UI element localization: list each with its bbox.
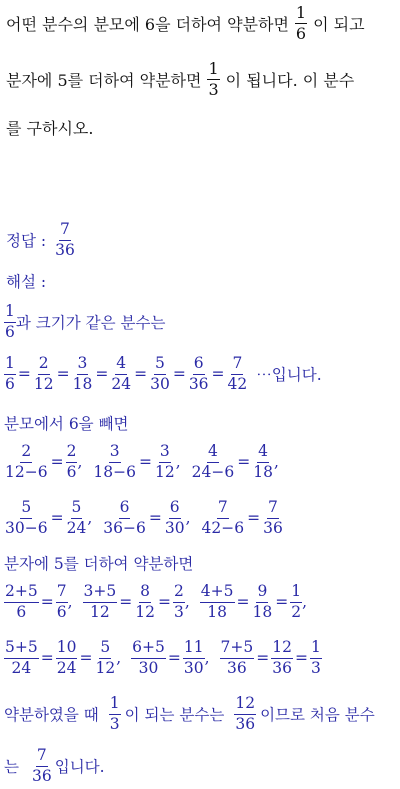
- equation-group: [200, 584, 307, 620]
- equals-sign: =: [247, 509, 261, 527]
- denominator: 36: [263, 518, 283, 537]
- fraction: [4, 640, 39, 676]
- equation-group: [102, 500, 190, 536]
- comma: ,: [302, 593, 308, 611]
- numerator: 5+5: [4, 640, 39, 659]
- fraction: $\frac{7}{36}$: [31, 746, 52, 785]
- denominator: 6: [5, 374, 15, 393]
- fraction: [252, 584, 274, 620]
- fraction: [149, 356, 171, 392]
- fraction: [56, 584, 68, 620]
- addition-row-1: [4, 580, 307, 624]
- numerator: 2: [173, 584, 185, 603]
- fraction: $\frac{1}{6}$: [295, 2, 307, 43]
- denominator: 12−6: [5, 462, 48, 481]
- numerator: 9: [256, 584, 268, 603]
- fraction: [102, 500, 147, 536]
- numerator: 12: [271, 640, 293, 659]
- question-line-2: [6, 56, 354, 102]
- denominator: 36−6: [103, 518, 146, 537]
- denominator: 30: [164, 518, 185, 537]
- comma: ,: [77, 453, 83, 471]
- equals-sign: =: [40, 593, 54, 611]
- equivalent-fraction-chain: [4, 352, 322, 396]
- conclusion-line-2: [4, 744, 105, 788]
- explanation-label: 해설 :: [6, 273, 47, 291]
- explanation-text: 과 크기가 같은 분수는: [15, 314, 166, 332]
- fraction: [92, 444, 137, 480]
- denominator: 24: [111, 374, 132, 393]
- fraction: [252, 444, 274, 480]
- denominator: 12: [95, 658, 116, 677]
- step-1-text: 분모에서 6을 빼면: [4, 415, 129, 433]
- equation-group: [4, 640, 121, 676]
- numerator: 7: [56, 584, 68, 603]
- question-line-1: [6, 0, 365, 46]
- equation-group: [220, 640, 322, 676]
- denominator: 3: [310, 658, 321, 677]
- equation-group: [131, 640, 209, 676]
- denominator: 18: [252, 602, 273, 621]
- comma: ,: [204, 649, 210, 667]
- fraction: [188, 356, 210, 392]
- numerator: 7: [267, 500, 279, 519]
- fraction: [220, 640, 255, 676]
- numerator: 10: [56, 640, 78, 659]
- comma: ,: [175, 453, 181, 471]
- fraction: [201, 500, 246, 536]
- denominator: 3: [173, 602, 184, 621]
- denominator: 18−6: [93, 462, 136, 481]
- denominator: 6: [66, 462, 77, 481]
- numerator: 3+5: [83, 584, 118, 603]
- fraction: [191, 444, 236, 480]
- equals-sign: =: [95, 365, 109, 383]
- denominator: 12: [135, 602, 155, 621]
- equals-sign: =: [50, 509, 64, 527]
- denominator: 24−6: [191, 462, 235, 481]
- equals-sign: =: [172, 365, 186, 383]
- denominator: 18: [207, 602, 228, 621]
- equals-sign: =: [138, 453, 152, 471]
- denominator: 12: [154, 462, 175, 481]
- conclusion-text: 이므로 처음 분수: [260, 706, 375, 724]
- fraction: [164, 500, 186, 536]
- numerator: 6+5: [131, 640, 166, 659]
- fraction: $\frac{1}{6}$: [5, 302, 15, 341]
- question-text: 분자에 5를 더하여 약분하면: [6, 70, 202, 90]
- equals-sign: =: [294, 649, 308, 667]
- comma: ,: [87, 509, 93, 527]
- equals-sign: =: [79, 649, 93, 667]
- fraction: [183, 640, 205, 676]
- fraction: [72, 356, 94, 392]
- comma: ,: [116, 649, 122, 667]
- numerator: 7+5: [220, 640, 255, 659]
- conclusion-text: 는: [4, 758, 19, 776]
- conclusion-text: 이 되는 분수는: [124, 706, 225, 724]
- fraction: [271, 640, 293, 676]
- equals-sign: =: [40, 649, 54, 667]
- fraction: [200, 584, 235, 620]
- equals-sign: =: [167, 649, 181, 667]
- fraction: [131, 640, 166, 676]
- equals-sign: =: [148, 509, 162, 527]
- step-2-text: 분자에 5를 더하여 약분하면: [4, 555, 194, 573]
- fraction: [66, 444, 78, 480]
- equals-sign: =: [211, 365, 225, 383]
- fraction: [290, 584, 302, 620]
- numerator: 1: [310, 640, 322, 659]
- fraction: [94, 640, 116, 676]
- denominator: 2: [291, 602, 302, 621]
- comma: ,: [184, 593, 190, 611]
- denominator: 36: [227, 658, 247, 677]
- equation-group: [201, 500, 284, 536]
- fraction: [4, 444, 49, 480]
- numerator: 5: [71, 500, 83, 519]
- subtraction-row-1: [4, 440, 279, 484]
- equation-group: [92, 444, 180, 480]
- denominator: 36: [188, 374, 209, 393]
- equals-sign: =: [237, 453, 251, 471]
- equation-group: [4, 584, 73, 620]
- fraction: $\frac{12}{36}$: [235, 694, 256, 733]
- chain-tail-text: ⋯입니다.: [256, 366, 322, 384]
- fraction: [4, 584, 39, 620]
- question-text: 이 됩니다. 이 분수: [225, 70, 355, 90]
- numerator: 4+5: [200, 584, 235, 603]
- subtraction-row-2: [4, 496, 284, 540]
- denominator: 30−6: [5, 518, 48, 537]
- equals-sign: =: [50, 453, 64, 471]
- equals-sign: =: [157, 593, 171, 611]
- question-text: 어떤 분수의 분모에 6을 더하여 약분하면: [6, 14, 289, 34]
- numerator: 5: [154, 356, 166, 375]
- denominator: 12: [33, 374, 54, 393]
- equals-sign: =: [56, 365, 70, 383]
- fraction: [310, 640, 322, 676]
- denominator: 42−6: [201, 518, 245, 537]
- fraction: [134, 584, 156, 620]
- denominator: 6: [16, 602, 27, 621]
- fraction: [33, 356, 55, 392]
- answer-fraction: $\frac{7}{36}$: [55, 220, 75, 259]
- explanation-intro: [4, 300, 165, 344]
- denominator: 6: [56, 602, 67, 621]
- conclusion-text: 입니다.: [54, 758, 105, 776]
- denominator: 30: [183, 658, 204, 677]
- fraction: [4, 500, 49, 536]
- fraction: [4, 356, 16, 392]
- answer-row: [6, 218, 76, 262]
- equals-sign: =: [275, 593, 289, 611]
- fraction: [66, 500, 88, 536]
- denominator: 24: [11, 658, 32, 677]
- numerator: 6: [193, 356, 205, 375]
- question-line-3: 를 구하시오.: [6, 119, 94, 138]
- denominator: 42: [227, 374, 248, 393]
- numerator: 4: [207, 444, 219, 463]
- equation-group: [191, 444, 279, 480]
- numerator: 11: [183, 640, 205, 659]
- equals-sign: =: [236, 593, 250, 611]
- numerator: 3: [77, 356, 89, 375]
- denominator: 18: [72, 374, 93, 393]
- answer-label: 정답 :: [6, 232, 47, 250]
- denominator: 36: [272, 658, 292, 677]
- numerator: 2: [66, 444, 78, 463]
- denominator: 12: [90, 602, 110, 621]
- fraction: $\frac{1}{3}$: [109, 694, 120, 733]
- equals-sign: =: [256, 649, 270, 667]
- denominator: 24: [56, 658, 77, 677]
- fraction: [173, 584, 185, 620]
- denominator: 30: [138, 658, 159, 677]
- question-text: 이 되고: [313, 14, 365, 34]
- fraction: [227, 356, 249, 392]
- numerator: 8: [139, 584, 151, 603]
- numerator: 4: [257, 444, 269, 463]
- numerator: 2: [38, 356, 50, 375]
- comma: ,: [273, 453, 279, 471]
- fraction: [262, 500, 284, 536]
- denominator: 30: [150, 374, 170, 393]
- numerator: 6: [169, 500, 181, 519]
- equals-sign: =: [134, 365, 148, 383]
- denominator: 18: [253, 462, 273, 481]
- numerator: 1: [290, 584, 302, 603]
- numerator: 3: [159, 444, 171, 463]
- numerator: 6: [119, 500, 131, 519]
- equals-sign: =: [17, 365, 31, 383]
- numerator: 5: [99, 640, 111, 659]
- numerator: 2+5: [4, 584, 39, 603]
- conclusion-text: 약분하였을 때: [4, 706, 99, 724]
- numerator: 3: [109, 444, 121, 463]
- denominator: 24: [66, 518, 87, 537]
- numerator: 1: [4, 356, 16, 375]
- comma: ,: [185, 509, 191, 527]
- conclusion-line-1: [4, 690, 375, 738]
- fraction: $\frac{1}{3}$: [208, 58, 219, 99]
- comma: ,: [67, 593, 73, 611]
- fraction: [56, 640, 78, 676]
- numerator: 5: [20, 500, 32, 519]
- equation-group: [83, 584, 190, 620]
- addition-row-2: [4, 636, 322, 680]
- fraction: [154, 444, 176, 480]
- numerator: 2: [20, 444, 32, 463]
- equation-group: [4, 500, 92, 536]
- equation-group: [4, 444, 82, 480]
- numerator: 4: [115, 356, 127, 375]
- equals-sign: =: [119, 593, 133, 611]
- numerator: 7: [231, 356, 243, 375]
- fraction: [110, 356, 132, 392]
- fraction: [83, 584, 118, 620]
- numerator: 7: [217, 500, 229, 519]
